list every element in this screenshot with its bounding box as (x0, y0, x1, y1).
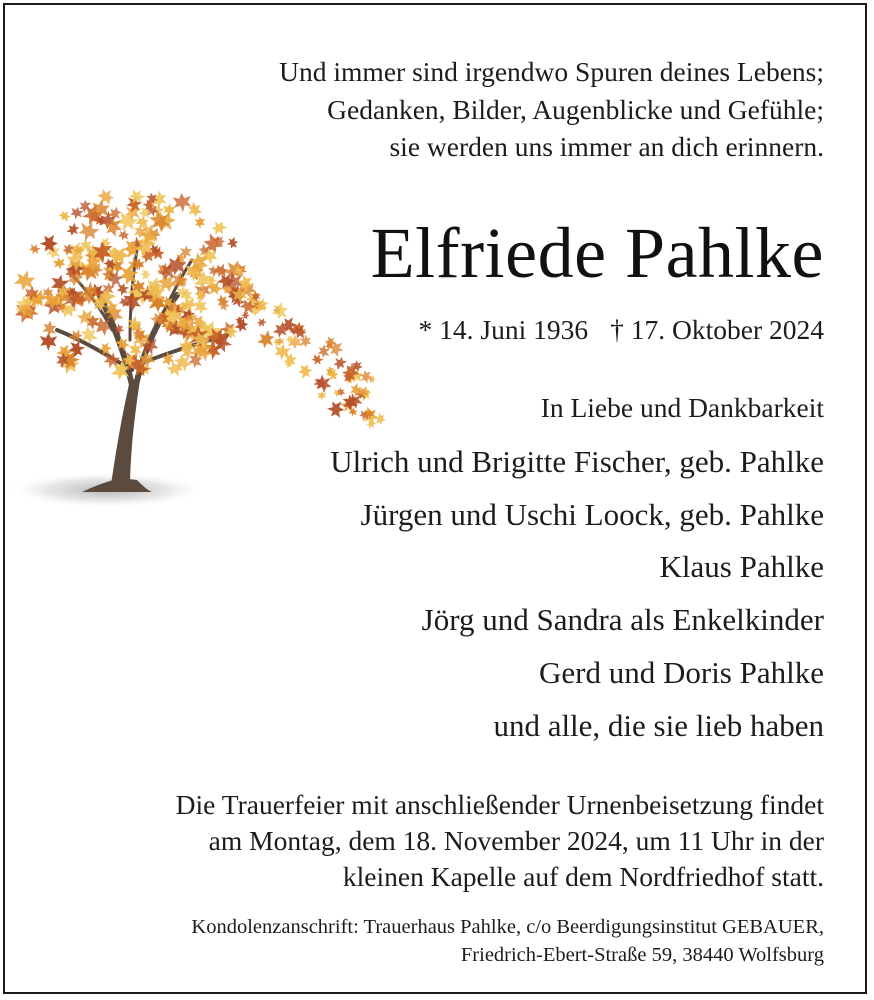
leaf (255, 316, 268, 329)
leaf (331, 354, 349, 372)
leaf (297, 363, 313, 379)
mourner-entry: Gerd und Doris Pahlke (539, 654, 824, 690)
leaf (65, 221, 83, 239)
mourner-entry: Jörg und Sandra als Enkelkinder (421, 602, 824, 638)
mourners-list (330, 388, 824, 752)
leaf (13, 268, 38, 294)
mourner-entry: Ulrich und Brigitte Fischer, geb. Pahlke (330, 444, 824, 479)
mourner-entry: Jürgen und Uschi Loock, geb. Pahlke (360, 496, 824, 532)
condolence-address (191, 913, 824, 969)
service-line: Die Trauerfeier mit anschließender Urnenbeisetzung findet (175, 789, 824, 820)
mourners-intro: In Liebe und Dankbarkeit (540, 392, 824, 423)
leaf (95, 185, 117, 208)
poem-line: sie werden uns immer an dich erinnern. (389, 131, 824, 162)
life-dates (419, 312, 824, 348)
service-line: kleinen Kapelle auf dem Nordfriedhof statt. (342, 861, 824, 892)
mourner-entry: Klaus Pahlke (659, 549, 824, 585)
birth-date: * 14. Juni 1936 (418, 314, 589, 345)
leaf (140, 269, 151, 280)
service-info (176, 787, 824, 895)
poem (279, 53, 824, 166)
contact-line: Friedrich-Ebert-Straße 59, 38440 Wolfsburg (460, 944, 824, 966)
leaf (57, 208, 73, 224)
leaf (192, 215, 208, 230)
leaf (28, 242, 42, 256)
leaf (209, 218, 229, 238)
leaf (226, 236, 240, 249)
mourner-entry: und alle, die sie lieb haben (493, 707, 824, 743)
leaf (52, 256, 66, 271)
poem-line: Und immer sind irgendwo Spuren deines Lebens; (279, 56, 824, 87)
leaf (172, 192, 192, 213)
death-date: † 17. Oktober 2024 (610, 314, 824, 345)
deceased-name: Elfriede Pahlke (370, 213, 824, 293)
leaf (317, 391, 326, 400)
leaf (298, 333, 315, 349)
poem-line: Gedanken, Bilder, Augenblicke und Gefühle; (327, 93, 824, 125)
leaf (269, 300, 291, 321)
contact-line: Kondolenzanschrift: Trauerhaus Pahlke, c/o Beerdigungsinstitut GEBAUER, (191, 916, 824, 938)
service-line: am Montag, dem 18. November 2024, um 11 Uhr in der (208, 825, 824, 856)
